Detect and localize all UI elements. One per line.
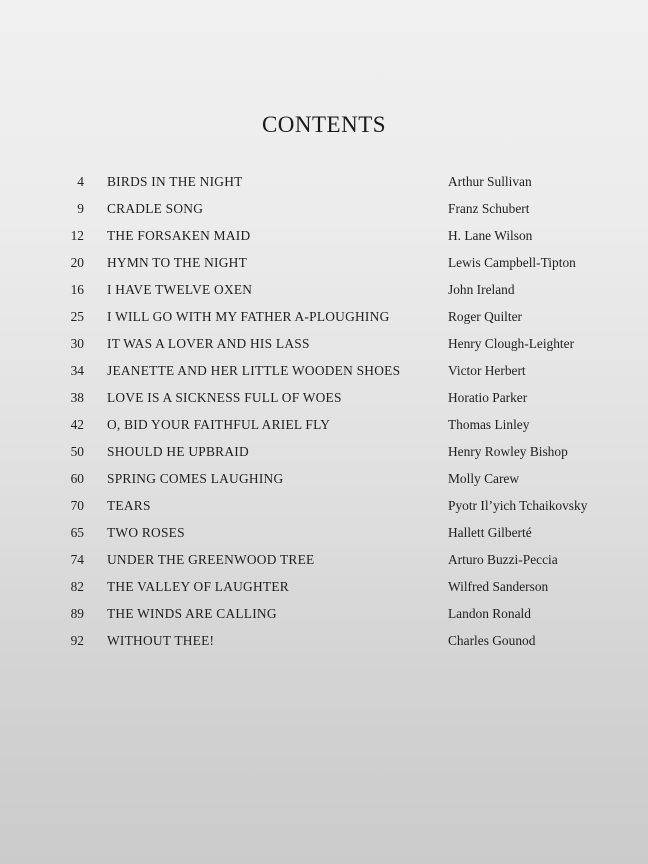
toc-entry [0,578,648,605]
toc-entry [0,389,648,416]
composer-name: John Ireland [448,282,515,297]
composer-name: Wilfred Sanderson [448,579,549,594]
song-title: IT WAS A LOVER AND HIS LASS [107,336,310,351]
page-number: 42 [70,417,84,432]
page-number: 25 [70,309,84,324]
page-number: 50 [70,444,84,459]
page-number: 70 [70,498,84,513]
composer-name: H. Lane Wilson [448,228,533,243]
song-title: THE VALLEY OF LAUGHTER [107,579,289,594]
page-number: 60 [70,471,84,486]
page-number: 12 [70,228,84,243]
composer-name: Arthur Sullivan [448,174,532,189]
composer-name: Franz Schubert [448,201,530,216]
song-title: I WILL GO WITH MY FATHER A-PLOUGHING [107,309,390,324]
song-title: SHOULD HE UPBRAID [107,444,249,459]
composer-name: Arturo Buzzi-Peccia [448,552,558,567]
composer-name: Henry Rowley Bishop [448,444,568,459]
toc-entry [0,227,648,254]
composer-name: Lewis Campbell-Tipton [448,255,576,270]
toc-entry [0,308,648,335]
song-title: THE WINDS ARE CALLING [107,606,277,621]
page-title: CONTENTS [261,112,387,137]
toc-entry [0,173,648,200]
toc-entry [0,335,648,362]
composer-name: Molly Carew [448,471,520,486]
toc-entry [0,470,648,497]
song-title: WITHOUT THEE! [107,633,215,648]
composer-name: Victor Herbert [448,363,526,378]
page-number: 82 [70,579,84,594]
song-title: THE FORSAKEN MAID [107,228,251,243]
table-of-contents [0,173,648,659]
song-title: SPRING COMES LAUGHING [107,471,284,486]
song-title: BIRDS IN THE NIGHT [107,174,243,189]
toc-entry [0,524,648,551]
page-number: 34 [70,363,84,378]
toc-entry [0,416,648,443]
toc-entry [0,443,648,470]
song-title: TWO ROSES [107,525,185,540]
page-number: 16 [70,282,84,297]
toc-entry [0,551,648,578]
song-title: JEANETTE AND HER LITTLE WOODEN SHOES [107,363,401,378]
page-number: 89 [70,606,84,621]
page-number: 30 [70,336,84,351]
song-title: LOVE IS A SICKNESS FULL OF WOES [107,390,342,405]
song-title: I HAVE TWELVE OXEN [107,282,253,297]
song-title: HYMN TO THE NIGHT [107,255,248,270]
page-number: 20 [70,255,84,270]
song-title: UNDER THE GREENWOOD TREE [107,552,315,567]
toc-entry [0,362,648,389]
song-title: TEARS [107,498,151,513]
composer-name: Hallett Gilberté [448,525,532,540]
composer-name: Pyotr Il’yich Tchaikovsky [448,498,588,513]
composer-name: Charles Gounod [448,633,536,648]
composer-name: Roger Quilter [448,309,523,324]
composer-name: Horatio Parker [448,390,528,405]
page-number: 65 [70,525,84,540]
page-number: 4 [77,174,84,189]
composer-name: Thomas Linley [448,417,530,432]
song-title: CRADLE SONG [107,201,204,216]
toc-entry [0,281,648,308]
composer-name: Henry Clough-Leighter [448,336,575,351]
page-number: 92 [70,633,84,648]
page-number: 9 [77,201,84,216]
composer-name: Landon Ronald [448,606,531,621]
toc-entry [0,605,648,632]
toc-entry [0,254,648,281]
toc-entry [0,497,648,524]
toc-entry [0,200,648,227]
page-number: 74 [70,552,84,567]
song-title: O, BID YOUR FAITHFUL ARIEL FLY [107,417,331,432]
page-number: 38 [70,390,84,405]
toc-entry [0,632,648,659]
